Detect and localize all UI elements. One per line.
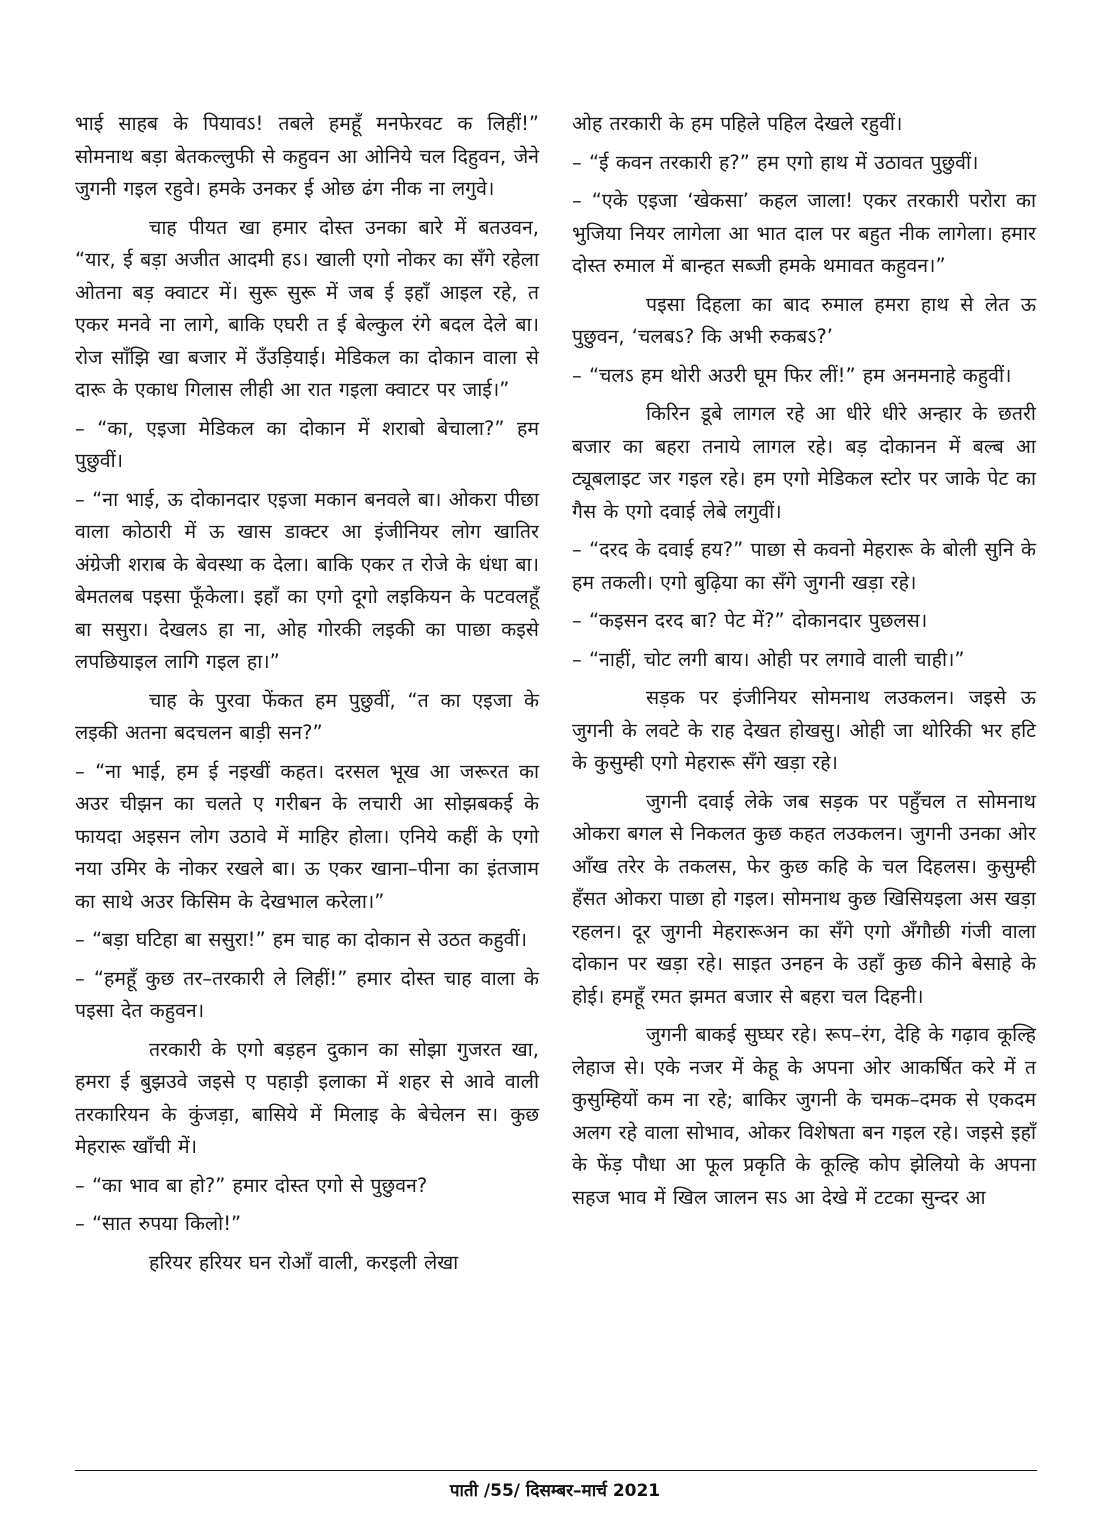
footer-rule bbox=[75, 1470, 1037, 1471]
paragraph: हरियर हरियर घन रोआँ वाली, करइली लेखा bbox=[149, 1250, 459, 1274]
paragraph: – “कइसन दरद बा? पेट में?” दोकानदार पुछलस। bbox=[572, 609, 928, 632]
paragraph: पइसा दिहला का बाद रुमाल हमरा हाथ से लेत ऊ पुछुवन, ‘चलबऽ? कि अभी रुकबऽ?’ bbox=[572, 292, 1036, 348]
paragraph: – “हमहूँ कुछ तर–तरकारी ले लिहीं!” हमार दोस्त चाह वाला के पइसा देत कहुवन। bbox=[75, 966, 539, 1022]
paragraph: – “ना भाई, ऊ दोकानदार एइजा मकान बनवले बा। ओकरा पीछा वाला कोठारी में ऊ खास डाक्टर आ इंजीनियर लोग खातिर अंग्रेजी शराब के बेवस्था क देला। बाकि एकर त रोजे के धंधा बा। बेमतलब पइसा फूँकेला। इहाँ का एगो दूगो लइकियन के पटवलहूँ बा ससुरा। देखलऽ हा ना, ओह गोरकी लइकी का पाछा कइसे लपछियाइल लागि गइल हा।” bbox=[75, 487, 539, 673]
paragraph: चाह के पुरवा फेंकत हम पुछुवीं, “त का एइजा के लइकी अतना बदचलन बाड़ी सन?” bbox=[75, 688, 539, 744]
paragraph: – “नाहीं, चोट लगी बाय। ओही पर लगावे वाली चाही।” bbox=[572, 647, 965, 671]
paragraph: – “बड़ा घटिहा बा ससुरा!” हम चाह का दोकान से उठत कहुवीं। bbox=[75, 928, 527, 951]
paragraph: – “चलऽ हम थोरी अउरी घूम फिर लीं!” हम अनमनाहे कहुवीं। bbox=[572, 363, 1012, 387]
paragraph: – “एके एइजा ‘खेकसा’ कहल जाला! एकर तरकारी परोरा का भुजिया नियर लागेला आ भात दाल पर बहुत नीक लागेला। हमार दोस्त रुमाल में बान्हत सब्जी हमके थमावत कहुवन।” bbox=[572, 189, 1036, 277]
right-column bbox=[572, 108, 1036, 1220]
left-column bbox=[75, 108, 539, 1285]
paragraph: – “का भाव बा हो?” हमार दोस्त एगो से पुछुवन? bbox=[75, 1173, 428, 1197]
paragraph: – “का, एइजा मेडिकल का दोकान में शराबो बेचाला?” हम पुछुवीं। bbox=[75, 416, 539, 472]
paragraph: जुगनी बाकई सुघ्घर रहे। रूप–रंग, देहि के गढ़ाव कूल्हि लेहाज से। एके नजर में केहू के अपना ओर आकर्षित करे में त कुसुम्हियों कम ना रहे; बाकिर जुगनी के चमक–दमक से एकदम अलग रहे वाला सोभाव, ओकर विशेषता बन गइल रहे। जइसे इहाँ के फेंड़ पौधा आ फूल प्रकृति के कूल्हि कोप झेलियो के अपना सहज भाव में खिल जालन सऽ आ देखे में टटका सुन्दर आ bbox=[572, 1023, 1036, 1209]
paragraph: किरिन डूबे लागल रहे आ धीरे धीरे अन्हार के छतरी बजार का बहरा तनाये लागल रहे। बड़ दोकानन में बल्ब आ ट्यूबलाइट जर गइल रहे। हम एगो मेडिकल स्टोर पर जाके पेट का गैस के एगो दवाई लेबे लगुवीं। bbox=[572, 402, 1036, 523]
paragraph: ओह तरकारी के हम पहिले पहिल देखले रहुवीं। bbox=[572, 112, 903, 135]
paragraph: भाई साहब के पियावऽ! तबले हमहूँ मनफेरवट क लिहीं!” सोमनाथ बड़ा बेतकल्लुफी से कहुवन आ ओनिये चल दिहुवन, जेने जुगनी गइल रहुवे। हमके उनकर ई ओछ ढंग नीक ना लगुवे। bbox=[75, 112, 539, 200]
paragraph: – “ना भाई, हम ई नइखीं कहत। दरसल भूख आ जरूरत का अउर चीझन का चलते ए गरीबन के लचारी आ सोझबकई के फायदा अइसन लोग उठावे में माहिर होला। एनिये कहीं के एगो नया उमिर के नोकर रखले बा। ऊ एकर खाना–पीना का इंतजाम का साथे अउर किसिम के देखभाल करेला।” bbox=[75, 759, 539, 913]
paragraph: – “ई कवन तरकारी ह?” हम एगो हाथ में उठावत पुछुवीं। bbox=[572, 150, 979, 174]
paragraph: तरकारी के एगो बड़हन दुकान का सोझा गुजरत खा, हमरा ई बुझउवे जइसे ए पहाड़ी इलाका में शहर से आवे वाली तरकारियन के कुंजड़ा, बासिये में मिलाइ के बेचेलन स। कुछ मेहरारू खाँची में। bbox=[75, 1037, 539, 1158]
paragraph: जुगनी दवाई लेके जब सड़क पर पहुँचल त सोमनाथ ओकरा बगल से निकलत कुछ कहत लउकलन। जुगनी उनका ओर आँख तरेर के तकलस, फेर कुछ कहि के चल दिहलस। कुसुम्ही हँसत ओकरा पाछा हो गइल। सोमनाथ कुछ खिसियइला अस खड़ा रहलन। दूर जुगनी मेहरारूअन का सँगे एगो अँगौछी गंजी वाला दोकान पर खड़ा रहे। साइत उनहन के उहाँ कुछ कीने बेसाहे के होई। हमहूँ रमत झमत बजार से बहरा चल दिहनी। bbox=[572, 789, 1036, 1008]
paragraph: चाह पीयत खा हमार दोस्त उनका बारे में बतउवन, “यार, ई बड़ा अजीत आदमी हऽ। खाली एगो नोकर का सँगे रहेला ओतना बड़ क्वाटर में। सुरू सुरू में जब ई इहाँ आइल रहे, त एकर मनवे ना लागे, बाकि एघरी त ई बेल्कुल रंगे बदल देले बा। रोज साँझि खा बजार में उँउड़ियाई। मेडिकल का दोकान वाला से दारू के एकाध गिलास लीही आ रात गइला क्वाटर पर जाई।” bbox=[75, 215, 539, 401]
paragraph: – “दरद के दवाई हय?” पाछा से कवनो मेहरारू के बोली सुनि के हम तकली। एगो बुढ़िया का सँगे जुगनी खड़ा रहे। bbox=[572, 538, 1036, 594]
paragraph: – “सात रुपया किलो!” bbox=[75, 1212, 242, 1235]
page-footer: पाती /55/ दिसम्बर–मार्च 2021 bbox=[449, 1481, 661, 1501]
paragraph: सड़क पर इंजीनियर सोमनाथ लउकलन। जइसे ऊ जुगनी के लवटे के राह देखत होखसु। ओही जा थोरिकी भर हटि के कुसुम्ही एगो मेहरारू सँगे खड़ा रहे। bbox=[572, 686, 1036, 774]
